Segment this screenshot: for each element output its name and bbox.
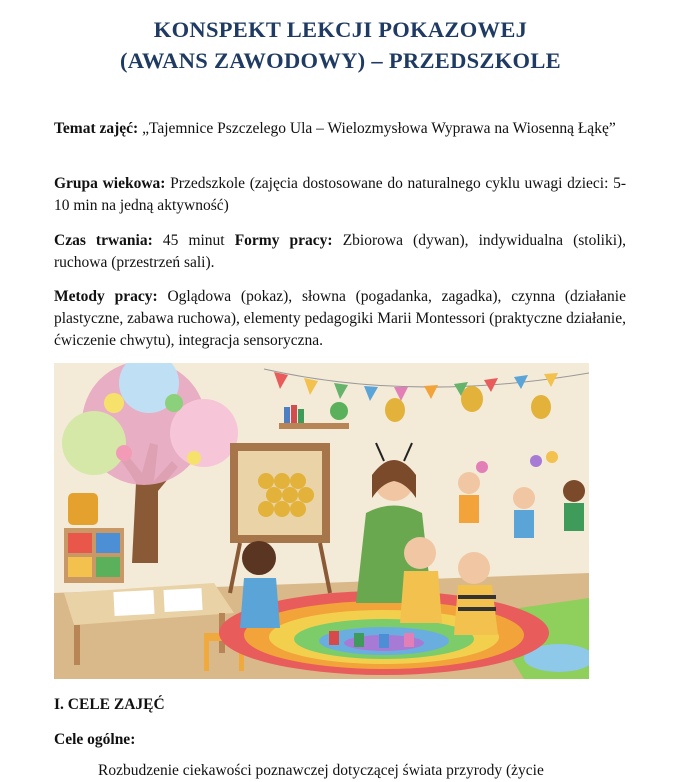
beehive-2 <box>461 386 483 412</box>
methods-label: Metody pracy: <box>54 288 158 305</box>
beehive-3 <box>531 395 551 419</box>
methods-paragraph <box>54 286 626 352</box>
shelf <box>279 423 349 429</box>
forms-label: Formy pracy: <box>234 232 333 249</box>
classroom-illustration <box>54 363 589 679</box>
duration-forms-paragraph <box>54 230 626 274</box>
section-heading-goals: I. CELE ZAJĘĆ <box>54 696 165 713</box>
topic-value: „Tajemnice Pszczelego Ula – Wielozmysłowa Wyprawa na Wiosenną Łąkę” <box>142 120 616 137</box>
honey-jar <box>68 493 98 525</box>
title-line-2: (AWANS ZAWODOWY) – PRZEDSZKOLE <box>120 48 561 73</box>
topic-paragraph <box>54 118 626 140</box>
topic-label: Temat zajęć: <box>54 120 139 137</box>
methods-value: Oglądowa (pokaz), słowna (pogadanka, zagadka), czynna (działanie plastyczne, zabawa ruchowa), elementy pedagogiki Marii Montessori (praktyczne działanie, ćwiczenie chwytu), integracja sensoryczna. <box>54 288 626 349</box>
title-line-1: KONSPEKT LEKCJI POKAZOWEJ <box>153 17 528 42</box>
age-group-value: Przedszkole (zajęcia dostosowane do naturalnego cyklu uwagi dzieci: 5-10 min na jedną aktywność) <box>54 175 626 214</box>
beehive-1 <box>385 398 405 422</box>
forms-value: Zbiorowa (dywan), indywidualna (stoliki), ruchowa (przestrzeń sali). <box>54 232 627 271</box>
document-title <box>0 14 681 76</box>
duration-label: Czas trwania: <box>54 232 153 249</box>
goal-text-line: Rozbudzenie ciekawości poznawczej dotyczącej świata przyrody (życie <box>98 762 544 779</box>
age-group-label: Grupa wiekowa: <box>54 175 166 192</box>
child-left <box>240 541 280 628</box>
duration-value: 45 minut <box>162 232 225 249</box>
subheading-general-goals: Cele ogólne: <box>54 731 136 748</box>
age-group-paragraph <box>54 173 626 217</box>
honeycomb-icon <box>258 473 314 517</box>
